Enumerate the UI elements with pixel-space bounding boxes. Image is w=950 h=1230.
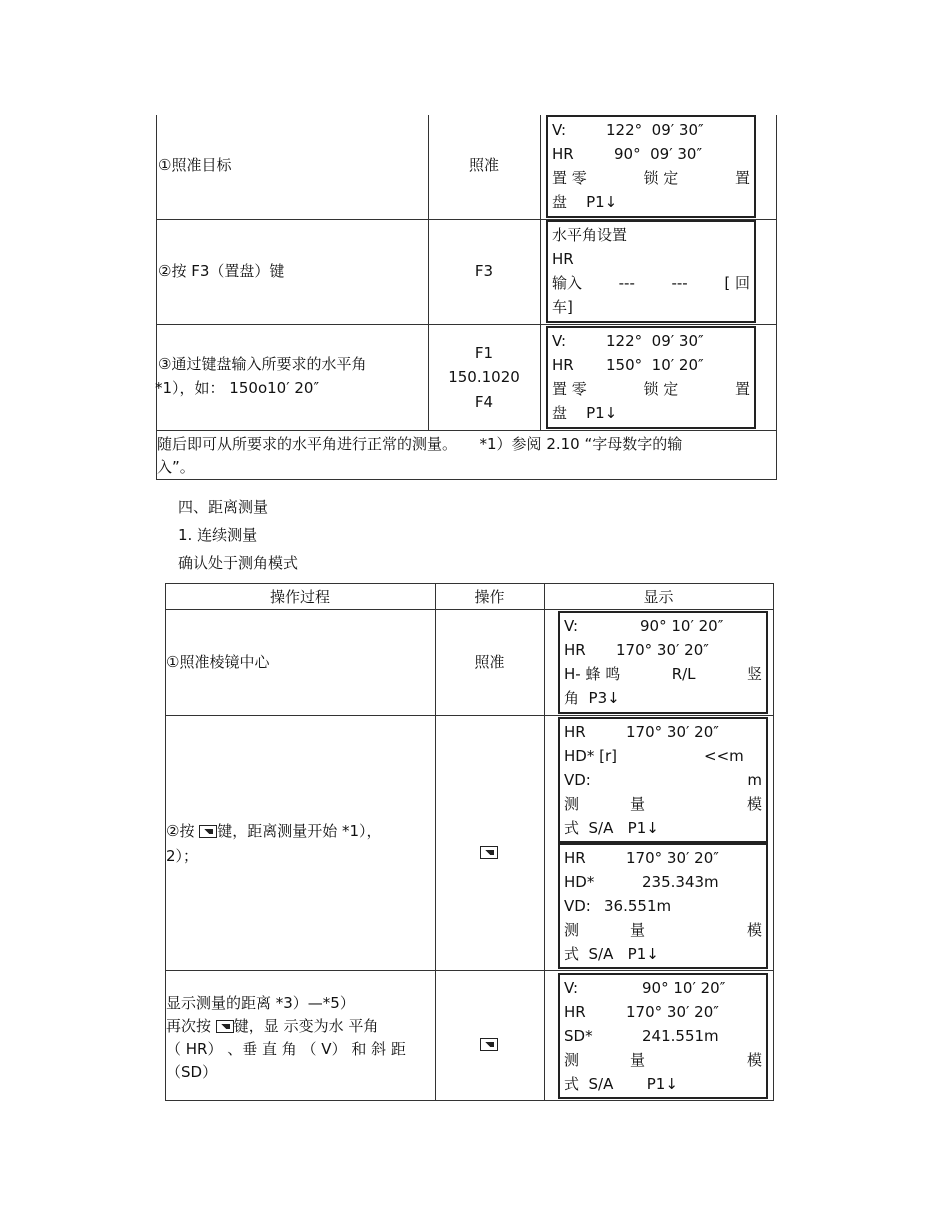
lcd-display: HR 170° 30′ 20″ HD* [r] <<m VD: m 测 量 模 式 S/A P1↓ (558, 717, 768, 843)
step-text: ①照准棱镜中心 (166, 653, 270, 671)
step-text: *1），如： 150o10′ 20″ (155, 379, 320, 397)
step-text: 显示测量的距离 *3）—*5） (166, 994, 355, 1012)
lcd-display: V: 90° 10′ 20″ HR 170° 30′ 20″ H- 蜂 鸣 R/L 竖 角 P3↓ (558, 611, 768, 714)
column-header: 操作 (474, 588, 505, 606)
distance-measure-key-icon[interactable] (480, 1035, 498, 1053)
subsection-title: 1. 连续测量 (178, 526, 258, 544)
footnote-text: 随后即可从所要求的水平角进行正常的测量。 *1）参阅 2.10 “字母数字的输 (157, 435, 683, 453)
step-text: ③通过键盘输入所要求的水平角 (158, 355, 367, 373)
lcd-display: 水平角设置 HR 输入 --- --- [ 回 车] (546, 220, 756, 323)
column-header: 操作过程 (269, 588, 330, 606)
step-text: ①照准目标 (158, 156, 232, 174)
operation-text: 照准 (474, 653, 505, 671)
operation-text: F1 (474, 344, 494, 362)
lcd-display: V: 122° 09′ 30″ HR 90° 09′ 30″ 置 零 锁 定 置 盘 P1↓ (546, 115, 756, 218)
step-text: ②按 键，距离测量开始 *1）， (166, 822, 382, 840)
step-text: 2）； (166, 847, 199, 865)
step-text: 再次按 键，显 示变为水 平角 (166, 1017, 379, 1035)
distance-measure-key-icon (216, 1020, 234, 1033)
column-header: 显示 (643, 588, 674, 606)
section-title: 四、距离测量 (178, 498, 269, 516)
step-text: ②按 F3（置盘）键 (158, 262, 285, 280)
distance-measure-key-icon[interactable] (480, 843, 498, 861)
lcd-display: HR 170° 30′ 20″ HD* 235.343m VD: 36.551m 测 量 模 式 S/A P1↓ (558, 843, 768, 969)
operation-text: 150.1020 (448, 368, 520, 386)
step-text: （SD） (166, 1063, 218, 1081)
distance-measure-key-icon (199, 825, 217, 838)
lcd-display: V: 122° 09′ 30″ HR 150° 10′ 20″ 置 零 锁 定 置 盘 P1↓ (546, 326, 756, 429)
step-text: （ HR） 、垂 直 角 （ V） 和 斜 距 (166, 1040, 406, 1058)
operation-text: F4 (474, 393, 494, 411)
lcd-display: V: 90° 10′ 20″ HR 170° 30′ 20″ SD* 241.551m 测 量 模 式 S/A P1↓ (558, 973, 768, 1099)
footnote-text: 入”。 (157, 458, 195, 476)
operation-text: F3 (474, 262, 494, 280)
operation-text: 照准 (468, 156, 499, 174)
intro-text: 确认处于测角模式 (178, 554, 299, 572)
